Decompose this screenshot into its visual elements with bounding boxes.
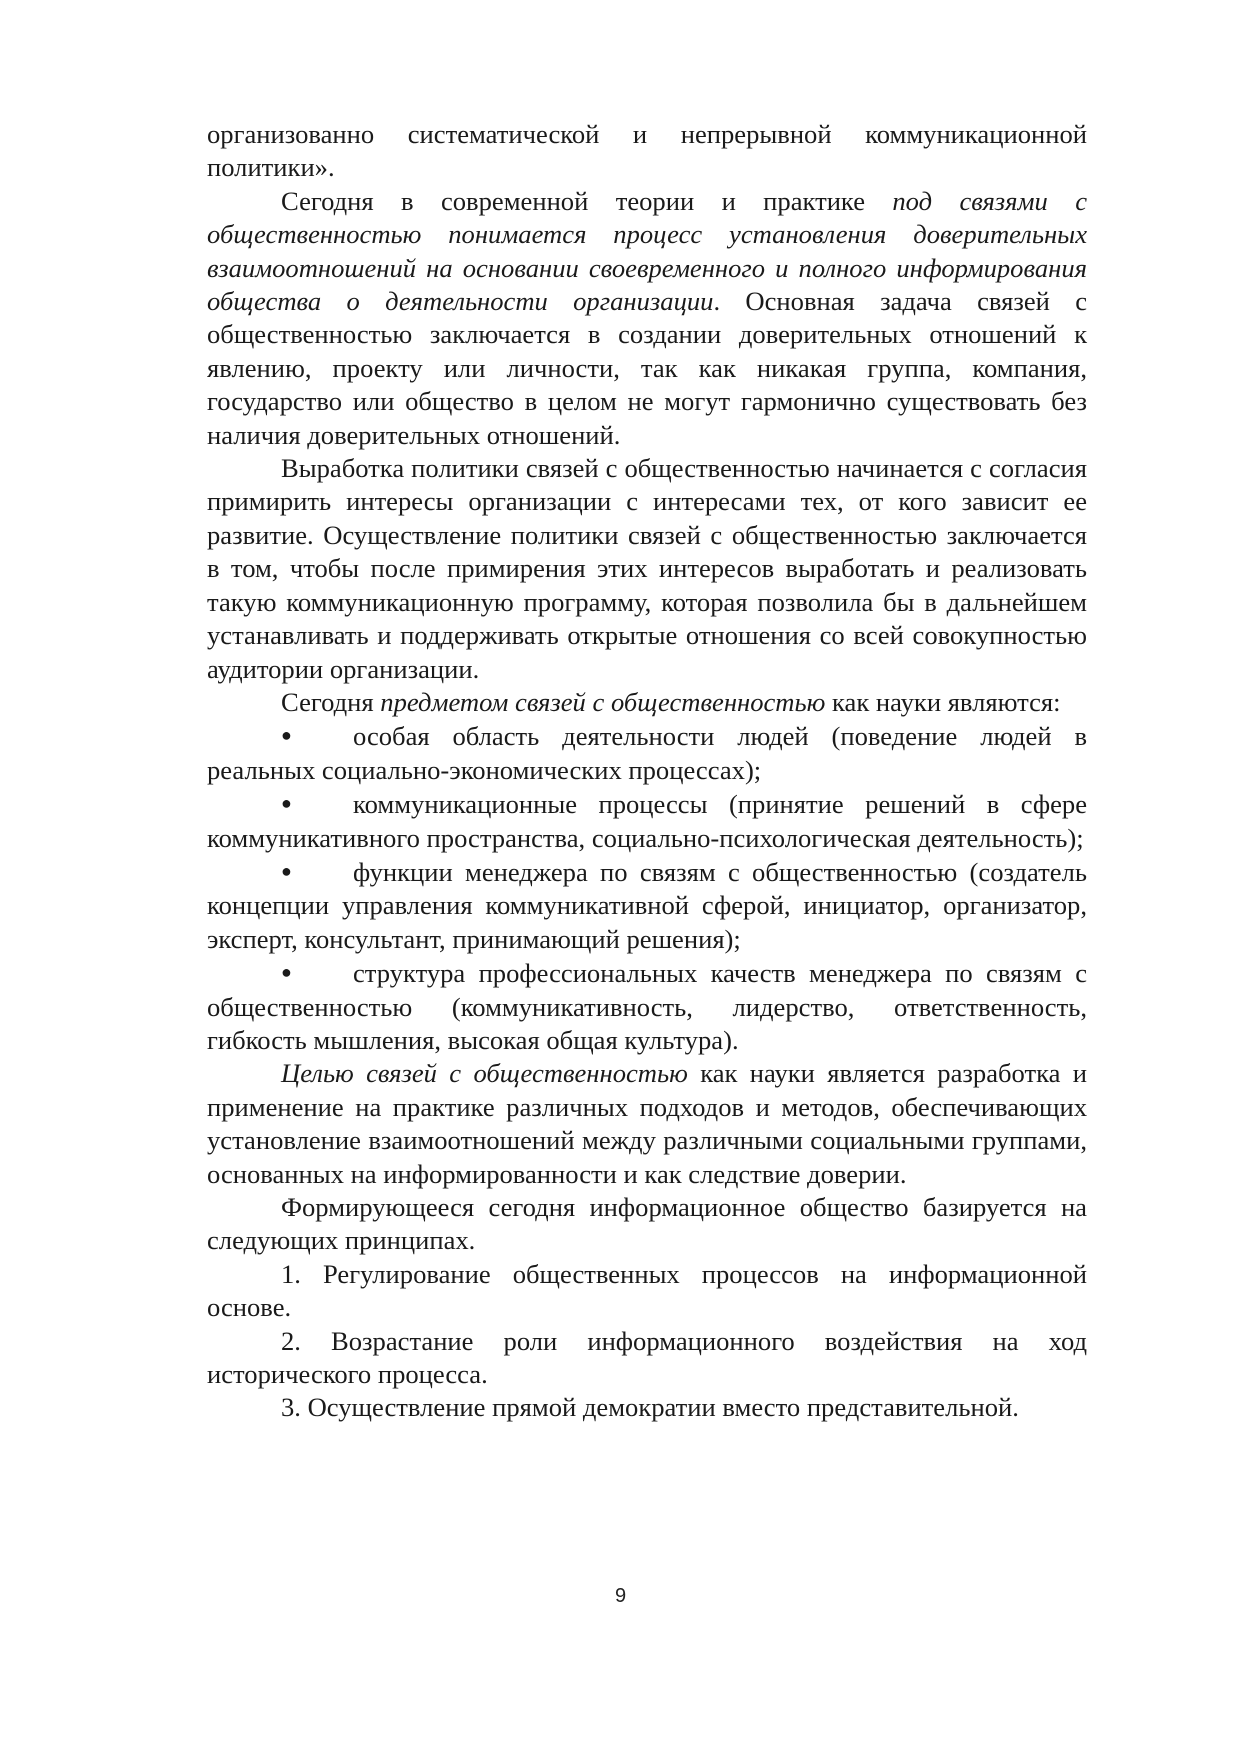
- subject-tail: как науки являются:: [825, 686, 1061, 717]
- principle-item: 3. Осуществление прямой демократии вместо представительной.: [281, 1392, 1019, 1423]
- paragraph-pr-goal: [207, 1057, 1087, 1191]
- principle-item: 2. Возрастание роли информационного воздействия на ход исторического процесса.: [207, 1325, 1087, 1390]
- paragraph-pr-policy: Выработка политики связей с общественностью начинается с согласия примирить интересы организации с интересами тех, от кого зависит ее развитие. Осуществление политики связей с общественностью заключается в том, чтобы после примирения этих интересов выработать и реализовать такую коммуникационную программу, которая позволила бы в дальнейшем устанавливать и поддерживать открытые отношения со всей совокупностью аудитории организации.: [207, 453, 1087, 684]
- bullet-item: [207, 956, 1087, 1057]
- bullet-icon: ●: [281, 962, 292, 983]
- definition-tail: . Основная задача связей с общественностью заключается в создании доверительных отношений к явлению, проекту или личности, так как никакая группа, компания, государство или общество в целом не могут гармонично существовать без наличия доверительных отношений.: [207, 286, 1087, 450]
- paragraph-pr-subject: [207, 686, 1087, 719]
- paragraph-pr-definition: [207, 185, 1087, 452]
- bullet-icon: ●: [281, 725, 292, 746]
- bullet-item: [207, 855, 1087, 956]
- bullet-icon: ●: [281, 793, 292, 814]
- bullet-text: структура профессиональных качеств менеджера по связям с общественностью (коммуникативность, лидерство, ответственность, гибкость мышления, высокая общая культура).: [207, 958, 1087, 1055]
- bullet-icon: ●: [281, 860, 292, 881]
- bullet-text: функции менеджера по связям с общественностью (создатель концепции управления коммуникативной сферой, инициатор, организатор, эксперт, консультант, принимающий решения);: [207, 856, 1087, 954]
- definition-lead: Сегодня в современной теории и практике: [281, 185, 893, 216]
- principle-item: 1. Регулирование общественных процессов на информационной основе.: [207, 1258, 1087, 1323]
- definition-italic: под связями с общественностью понимается процесс установления доверительных взаимоотношений на основании своевременного и полного информирования общества о деятельности организации: [207, 185, 1087, 317]
- paragraph-continuation: организованно систематической и непрерывной коммуникационной политики».: [207, 119, 1087, 183]
- subject-lead: Сегодня: [281, 686, 381, 717]
- subject-italic: предметом связей с общественностью: [380, 686, 826, 717]
- goal-italic: Целью связей с общественностью: [281, 1058, 688, 1089]
- bullet-text: коммуникационные процессы (принятие решений в сфере коммуникативного пространства, социально-психологическая деятельность);: [207, 789, 1087, 853]
- page-number: 9: [614, 1585, 627, 1607]
- bullet-text: особая область деятельности людей (поведение людей в реальных социально-экономических процессах);: [207, 721, 1087, 785]
- paragraph-information-society: Формирующееся сегодня информационное общество базируется на следующих принципах.: [207, 1192, 1087, 1256]
- bullet-item: [207, 787, 1087, 855]
- bullet-item: [207, 719, 1087, 787]
- goal-tail: как науки является разработка и применение на практике различных подходов и методов, обеспечивающих установление взаимоотношений между различными социальными группами, основанных на информированности и как следствие доверии.: [207, 1058, 1087, 1189]
- page-body: [207, 118, 1087, 1425]
